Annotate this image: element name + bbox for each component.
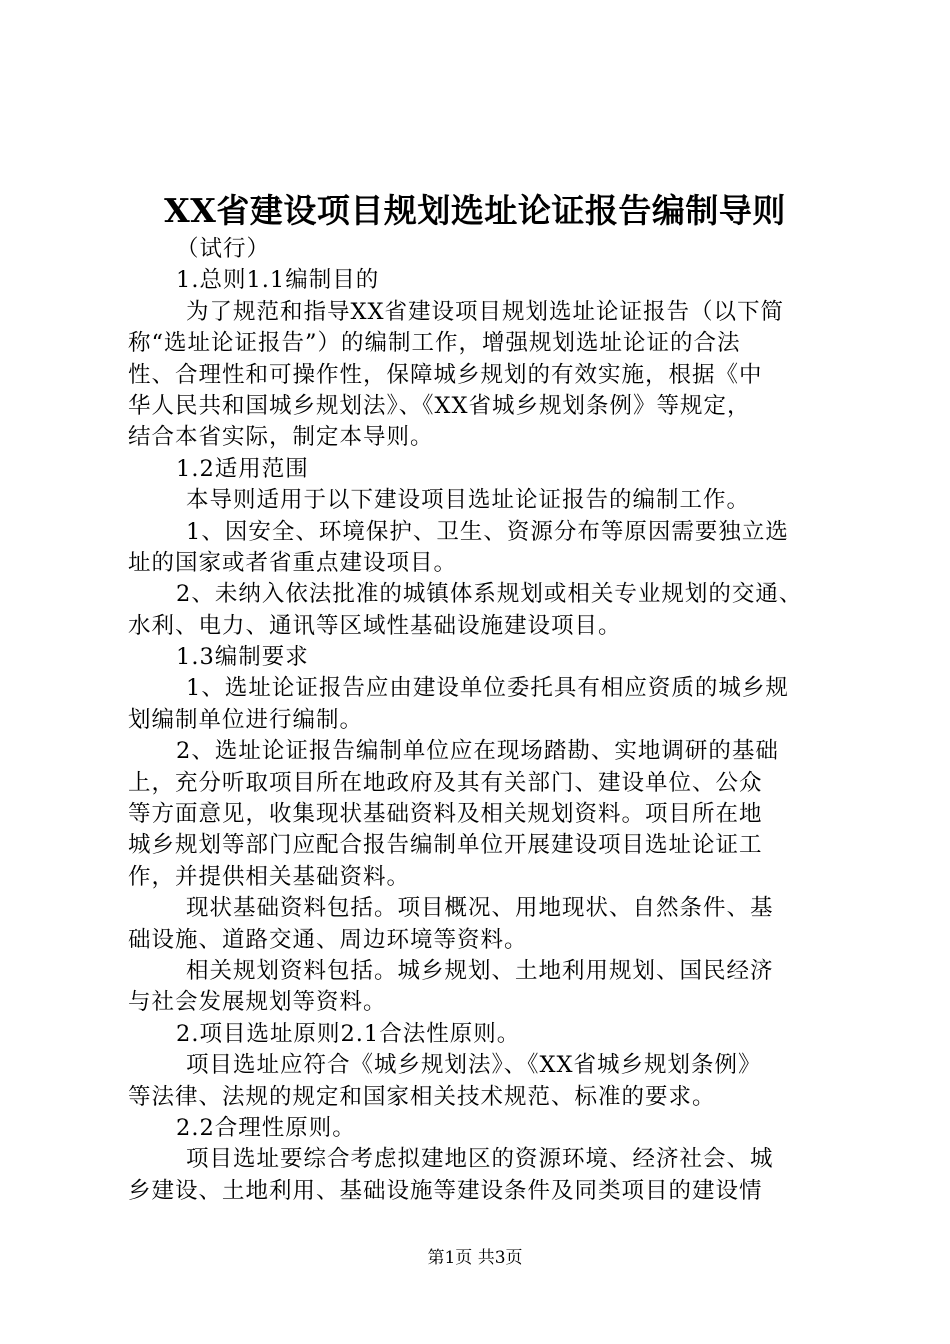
paragraph-line: 华人民共和国城乡规划法》、《XX省城乡规划条例》等规定， (128, 392, 751, 419)
paragraph-line: 2、未纳入依法批准的城镇体系规划或相关专业规划的交通、 (176, 581, 803, 608)
paragraph-line: 2、选址论证报告编制单位应在现场踏勘、实地调研的基础 (176, 738, 779, 765)
paragraph-line: 项目选址应符合《城乡规划法》、《XX省城乡规划条例》 (186, 1052, 762, 1079)
paragraph-line: 1、因安全、环境保护、卫生、资源分布等原因需要独立选 (186, 518, 789, 545)
paragraph-line: 现状基础资料包括。项目概况、用地现状、自然条件、基 (186, 895, 774, 922)
trial-note: （试行） (176, 236, 271, 262)
section-heading: 2.2合理性原则。 (176, 1114, 356, 1141)
page-number: 第1页 共3页 (427, 1248, 523, 1268)
paragraph-line: 础设施、道路交通、周边环境等资料。 (128, 926, 528, 953)
paragraph-line: 作，并提供相关基础资料。 (128, 863, 411, 890)
paragraph-line: 性、合理性和可操作性，保障城乡规划的有效实施，根据《中 (128, 361, 763, 388)
section-heading: 1.总则1.1编制目的 (176, 267, 380, 294)
paragraph-line: 本导则适用于以下建设项目选址论证报告的编制工作。 (186, 487, 751, 514)
document-title: XX省建设项目规划选址论证报告编制导则 (164, 191, 786, 230)
paragraph-line: 乡建设、土地利用、基础设施等建设条件及同类项目的建设情 (128, 1177, 763, 1204)
paragraph-line: 址的国家或者省重点建设项目。 (128, 549, 458, 576)
paragraph-line: 城乡规划等部门应配合报告编制单位开展建设项目选址论证工 (128, 832, 763, 859)
paragraph-line: 水利、电力、通讯等区域性基础设施建设项目。 (128, 612, 622, 639)
document-body (128, 234, 834, 1207)
paragraph-line: 等法律、法规的规定和国家相关技术规范、标准的要求。 (128, 1083, 716, 1110)
paragraph-line: 等方面意见，收集现状基础资料及相关规划资料。项目所在地 (128, 801, 763, 828)
paragraph-line: 1、选址论证报告应由建设单位委托具有相应资质的城乡规 (186, 675, 789, 702)
paragraph-line: 上，充分听取项目所在地政府及其有关部门、建设单位、公众 (128, 769, 763, 796)
paragraph-line: 为了规范和指导XX省建设项目规划选址论证报告（以下简 (186, 298, 785, 325)
paragraph-line: 项目选址要综合考虑拟建地区的资源环境、经济社会、城 (186, 1146, 774, 1173)
paragraph-line: 与社会发展规划等资料。 (128, 989, 387, 1016)
paragraph-line: 称“选址论证报告”）的编制工作，增强规划选址论证的合法 (128, 330, 741, 357)
section-heading: 1.2适用范围 (176, 455, 309, 482)
section-heading: 2.项目选址原则2.1合法性原则。 (176, 1020, 521, 1047)
section-heading: 1.3编制要求 (176, 644, 309, 671)
paragraph-line: 划编制单位进行编制。 (128, 706, 364, 733)
paragraph-line: 相关规划资料包括。城乡规划、土地利用规划、国民经济 (186, 957, 774, 984)
paragraph-line: 结合本省实际，制定本导则。 (128, 424, 434, 451)
